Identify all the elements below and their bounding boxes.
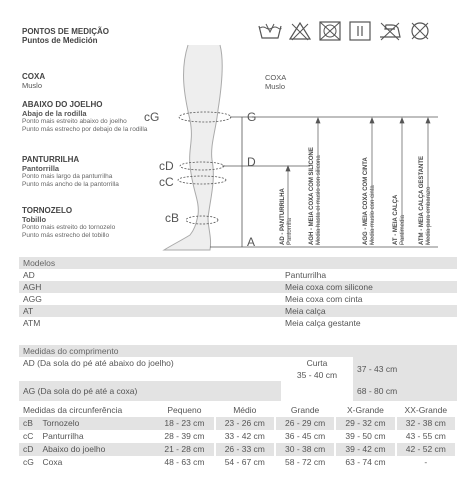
no-bleach-icon [287, 20, 313, 42]
comprimento-title: Medidas do comprimento [19, 345, 457, 357]
vlabel-at: AT - MEIA CALÇA Pantimedia [393, 194, 406, 245]
point-cC: cC [159, 175, 174, 189]
comprimento-table [19, 345, 457, 401]
modelos-table [19, 257, 457, 329]
point-cG: cG [144, 110, 160, 124]
table-row: AGG Meia coxa com cinta [23, 294, 363, 304]
no-tumble-dry-icon [317, 20, 343, 42]
table-header-row: Medidas da circunferência Pequeno Médio Grande X-Grande XX-Grande [23, 405, 448, 415]
circunferencia-table [19, 404, 457, 469]
point-cD: cD [159, 159, 174, 173]
hand-wash-icon [257, 20, 283, 42]
title-es: Puntos de Medición [22, 36, 98, 45]
table-row: AGH Meia coxa com silicone [19, 281, 457, 293]
table-row: ATM Meia calça gestante [23, 318, 361, 328]
table-row: AD Panturrilha [23, 270, 327, 280]
title-pt: PONTOS DE MEDIÇÃO [22, 27, 109, 36]
label-tornozelo: TORNOZELO Tobillo Ponto mais estreito do tornozelo Punto más estrecho del tobillo [22, 206, 116, 239]
table-row: AT Meia calça [19, 305, 457, 317]
label-panturrilha: PANTURRILHA Pantorrilla Ponto mais largo da panturrilha Punto más ancho de la pantorrilla [22, 155, 119, 188]
vlabel-agg: AGG - MEIA COXA COM CINTA Media muslo con cinta [363, 157, 376, 245]
table-row: AG (Da sola do pé até a coxa) 68 - 80 cm [19, 381, 457, 401]
label-abaixo: ABAIXO DO JOELHO Abajo de la rodilla Ponto mais estreito abaixo do joelho Punto más estrecho por debajo de la rodilla [22, 100, 148, 133]
table-row: cB Tornozelo 18 - 23 cm 23 - 26 cm 26 - 29 cm 29 - 32 cm 32 - 38 cm [19, 417, 457, 430]
point-cB: cB [165, 211, 180, 225]
modelos-title: Modelos [19, 257, 457, 269]
table-row: AD (Da sola do pé até abaixo do joelho) Curta 35 - 40 cm 37 - 43 cm [19, 357, 457, 381]
header [22, 27, 109, 45]
vlabel-atm: ATM - MEIA CALÇA GESTANTE Media para embarazo [419, 156, 432, 245]
table-row: cD Abaixo do joelho 21 - 28 cm 26 - 33 cm 30 - 38 cm 39 - 42 cm 42 - 52 cm [19, 443, 457, 456]
table-row: cC Panturrilha 28 - 39 cm 33 - 42 cm 36 - 45 cm 39 - 50 cm 43 - 55 cm [23, 431, 446, 441]
label-coxa-right: COXA Muslo [265, 73, 287, 91]
point-G: G [247, 110, 257, 124]
no-dry-clean-icon [407, 20, 433, 42]
table-row: cG Coxa 48 - 63 cm 54 - 67 cm 58 - 72 cm 63 - 74 cm - [23, 457, 428, 467]
care-icons [257, 20, 433, 42]
point-D: D [247, 155, 256, 169]
no-iron-icon [377, 20, 403, 42]
point-A: A [247, 235, 256, 249]
line-dry-icon [347, 20, 373, 42]
vlabel-ad: AD - PANTURRILHA Pantorrilla [280, 188, 293, 245]
label-coxa: COXA Muslo [22, 72, 46, 90]
vlabel-agh: AGH - MEIA COXA COM SILICONE Media hasta el muslo con silicona [309, 147, 322, 245]
